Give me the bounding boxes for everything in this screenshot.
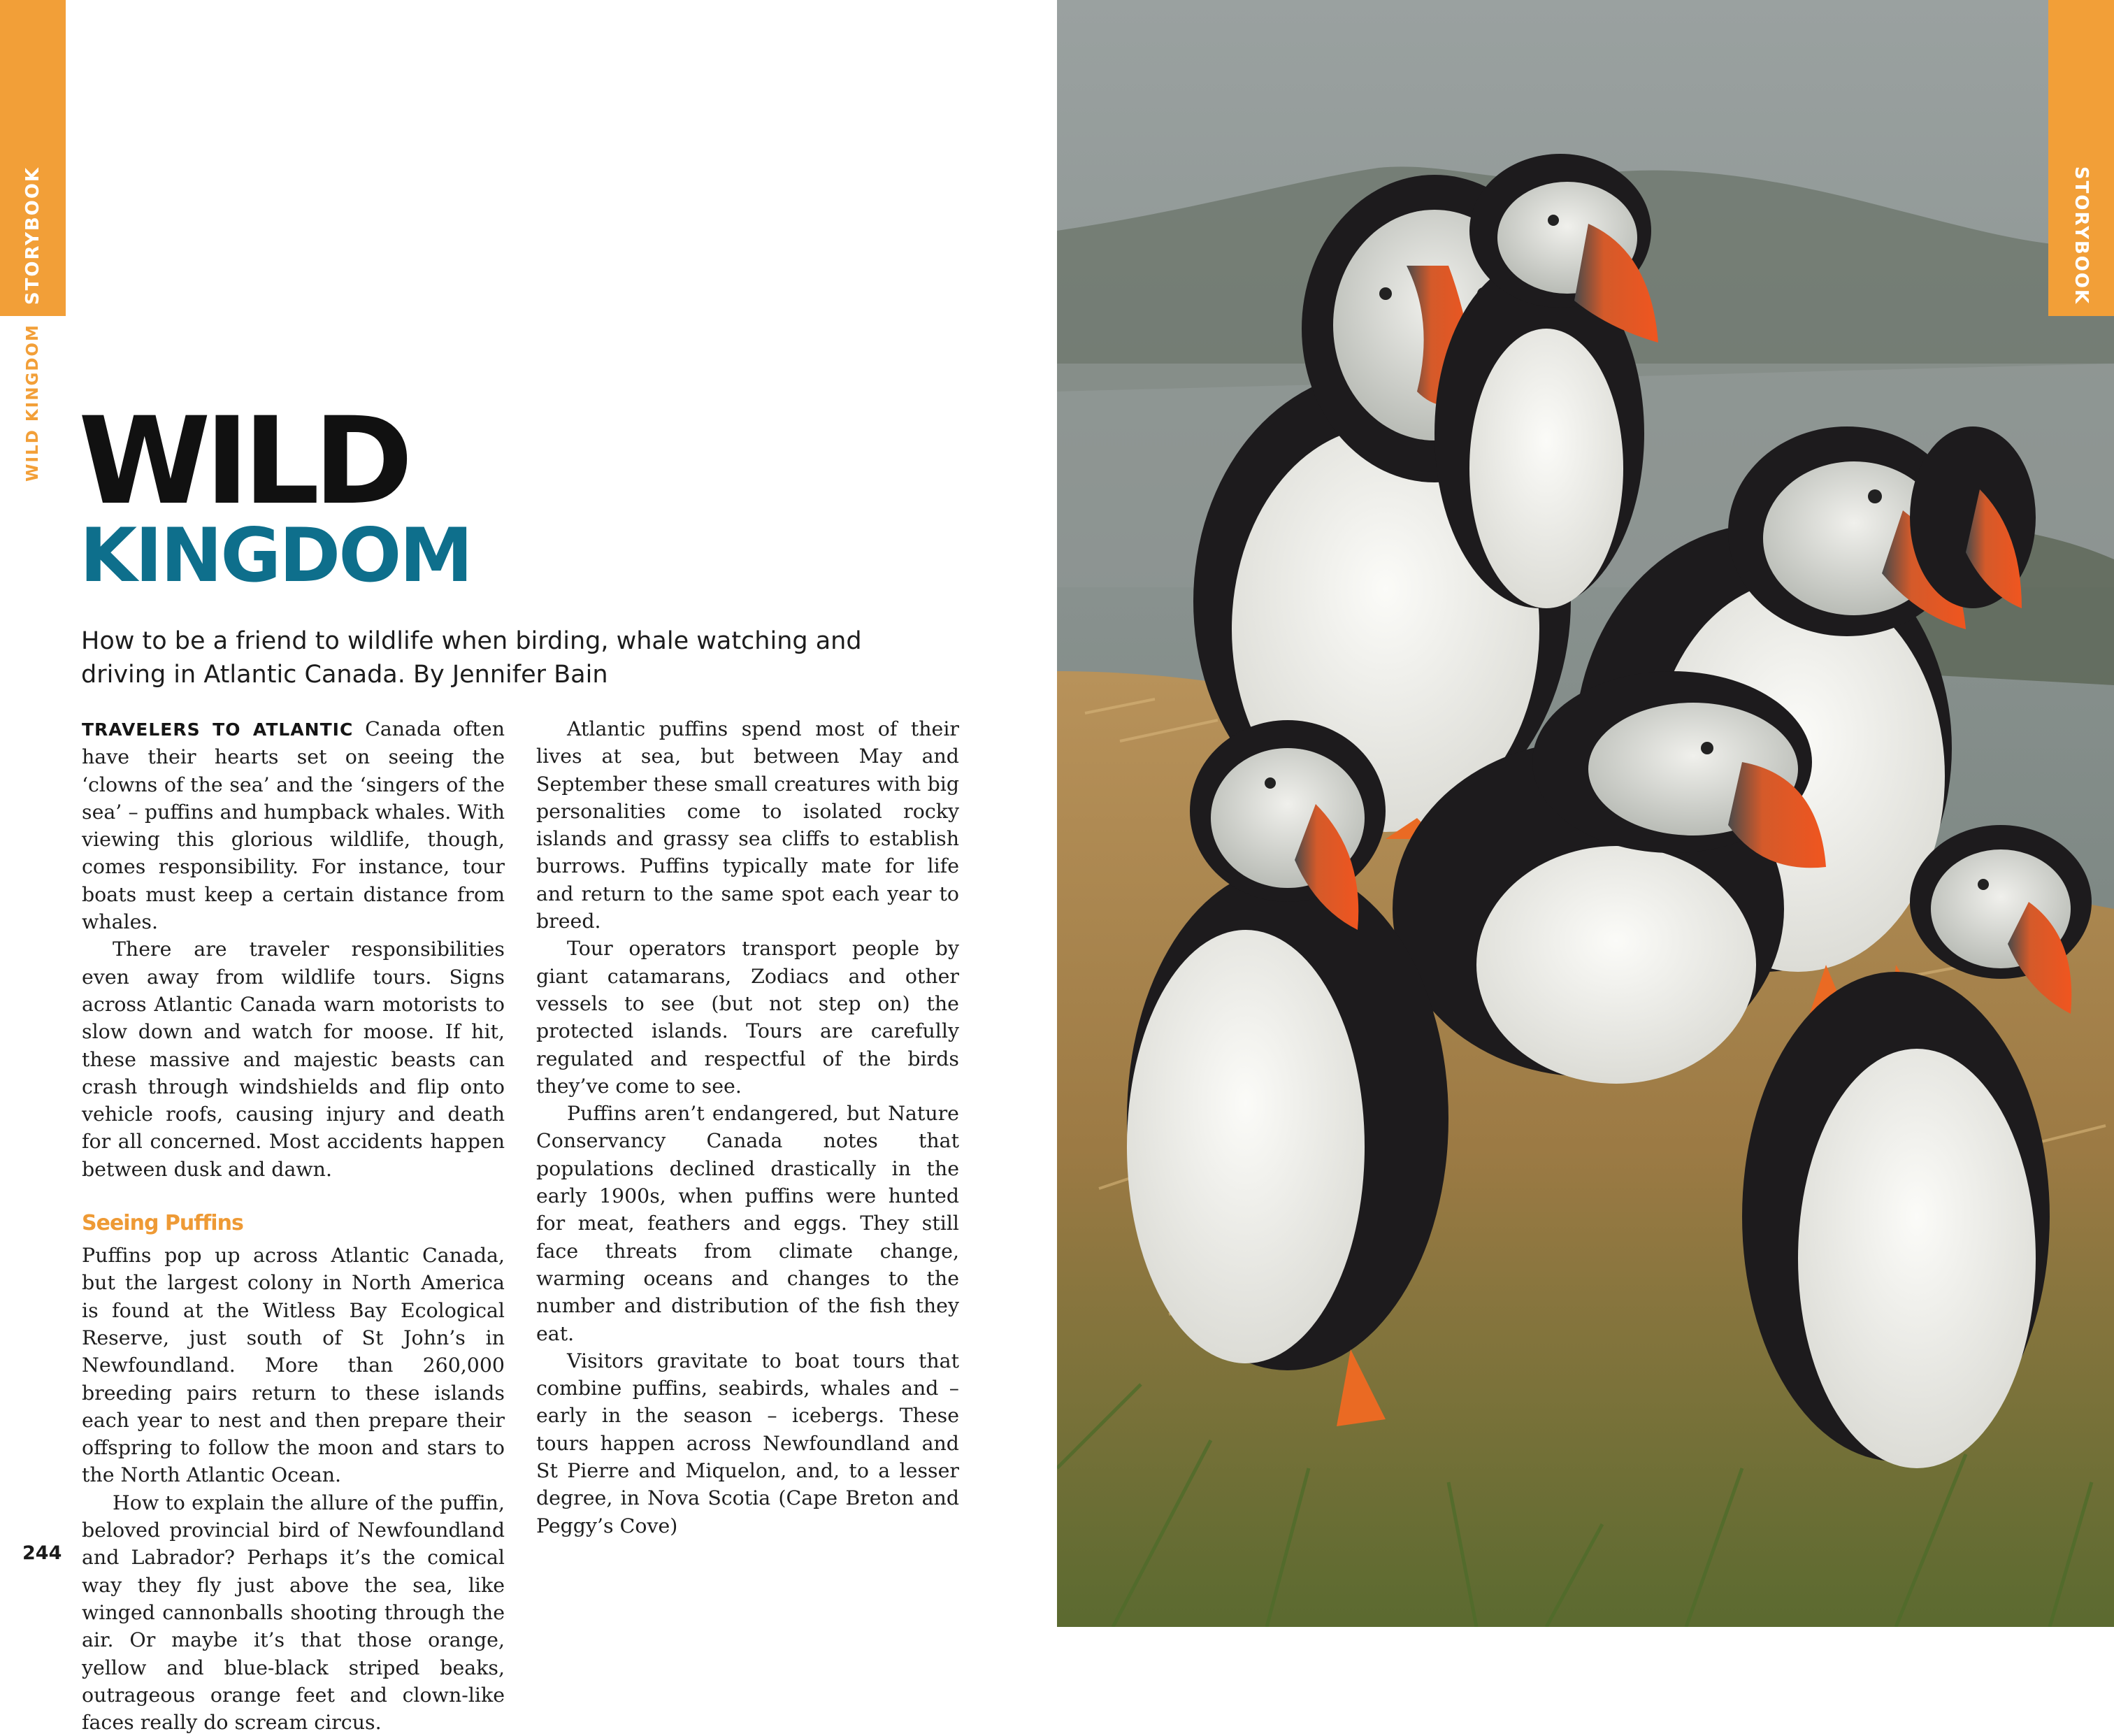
article-paragraph: Puffins aren’t endangered, but Nature Conservancy Canada notes that populations declined drastically in the early 1900s, when puffins were hunted for meat, feathers and eggs. They still face threats from climate change, warming oceans and changes to the number and distribution of the fish they eat. bbox=[536, 1102, 959, 1345]
storybook-tab-label: STORYBOOK bbox=[22, 166, 43, 306]
article-column-left bbox=[82, 715, 505, 1736]
section-label: WILD KINGDOM bbox=[24, 324, 42, 482]
article-deck: How to be a friend to wildlife when birding, whale watching and driving in Atlantic Canada. By Jennifer Bain bbox=[81, 627, 862, 689]
article-paragraph bbox=[82, 715, 505, 935]
puffins-photo-illustration bbox=[1057, 0, 2114, 1627]
article-subhead: Seeing Puffins bbox=[82, 1211, 243, 1236]
storybook-tab-label-right: STORYBOOK bbox=[2071, 166, 2092, 306]
article-paragraph: There are traveler responsibilities even away from wildlife tours. Signs across Atlantic Canada warn motorists to slow down and watch for moose. If hit, these massive and majestic beasts can crash through windshields and flip onto vehicle roofs, causing injury and death for all concerned. Most accidents happen between dusk and dawn. bbox=[82, 938, 505, 1181]
headline-kingdom: KINGDOM bbox=[80, 512, 471, 598]
article-paragraph: Atlantic puffins spend most of their lives at sea, but between May and September these small creatures with big personalities come to isolated rocky islands and grassy sea cliffs to establish burrows. Puffins typically mate for life and return to the same spot each year to breed. bbox=[536, 717, 959, 933]
article-paragraph: Visitors gravitate to boat tours that combine puffins, seabirds, whales and – early in the season – icebergs. These tours happen across Newfoundland and St Pierre and Miquelon, and, to a lesser degree, in Nova Scotia (Cape Breton and Peggy’s Cove) bbox=[536, 1349, 959, 1537]
headline-wild: WILD bbox=[78, 391, 408, 531]
storybook-side-tab bbox=[0, 0, 66, 316]
puffins-photo bbox=[1057, 0, 2114, 1627]
page-number: 244 bbox=[22, 1542, 62, 1564]
article-column-right bbox=[536, 715, 959, 1540]
storybook-side-tab-right bbox=[2048, 0, 2114, 316]
article-paragraph: How to explain the allure of the puffin, beloved provincial bird of Newfoundland and Labrador? Perhaps it’s the comical way they fly just above the sea, like winged cannonballs shooting through the air. Or maybe it’s that those orange, yellow and blue-black striped beaks, outrageous orange feet and clown-like faces really do scream circus. bbox=[82, 1491, 505, 1735]
article-paragraph-text: Canada often have their hearts set on seeing the ‘clowns of the sea’ and the ‘singers of the sea’ – puffins and humpback whales. With viewing this glorious wildlife, though, comes responsibility. For instance, tour boats must keep a certain distance from whales. bbox=[82, 717, 505, 934]
article-paragraph: Puffins pop up across Atlantic Canada, but the largest colony in North America is found at the Witless Bay Ecological Reserve, just south of St John’s in Newfoundland. More than 260,000 breeding pairs return to these islands each year to nest and then prepare their offspring to follow the moon and stars to the North Atlantic Ocean. bbox=[82, 1244, 505, 1487]
article-runin: TRAVELERS TO ATLANTIC bbox=[82, 719, 354, 740]
article-paragraph: Tour operators transport people by giant catamarans, Zodiacs and other vessels to see (but not step on) the protected islands. Tours are carefully regulated and respectful of the birds they’ve come to see. bbox=[536, 937, 959, 1098]
left-page bbox=[0, 0, 1057, 1735]
